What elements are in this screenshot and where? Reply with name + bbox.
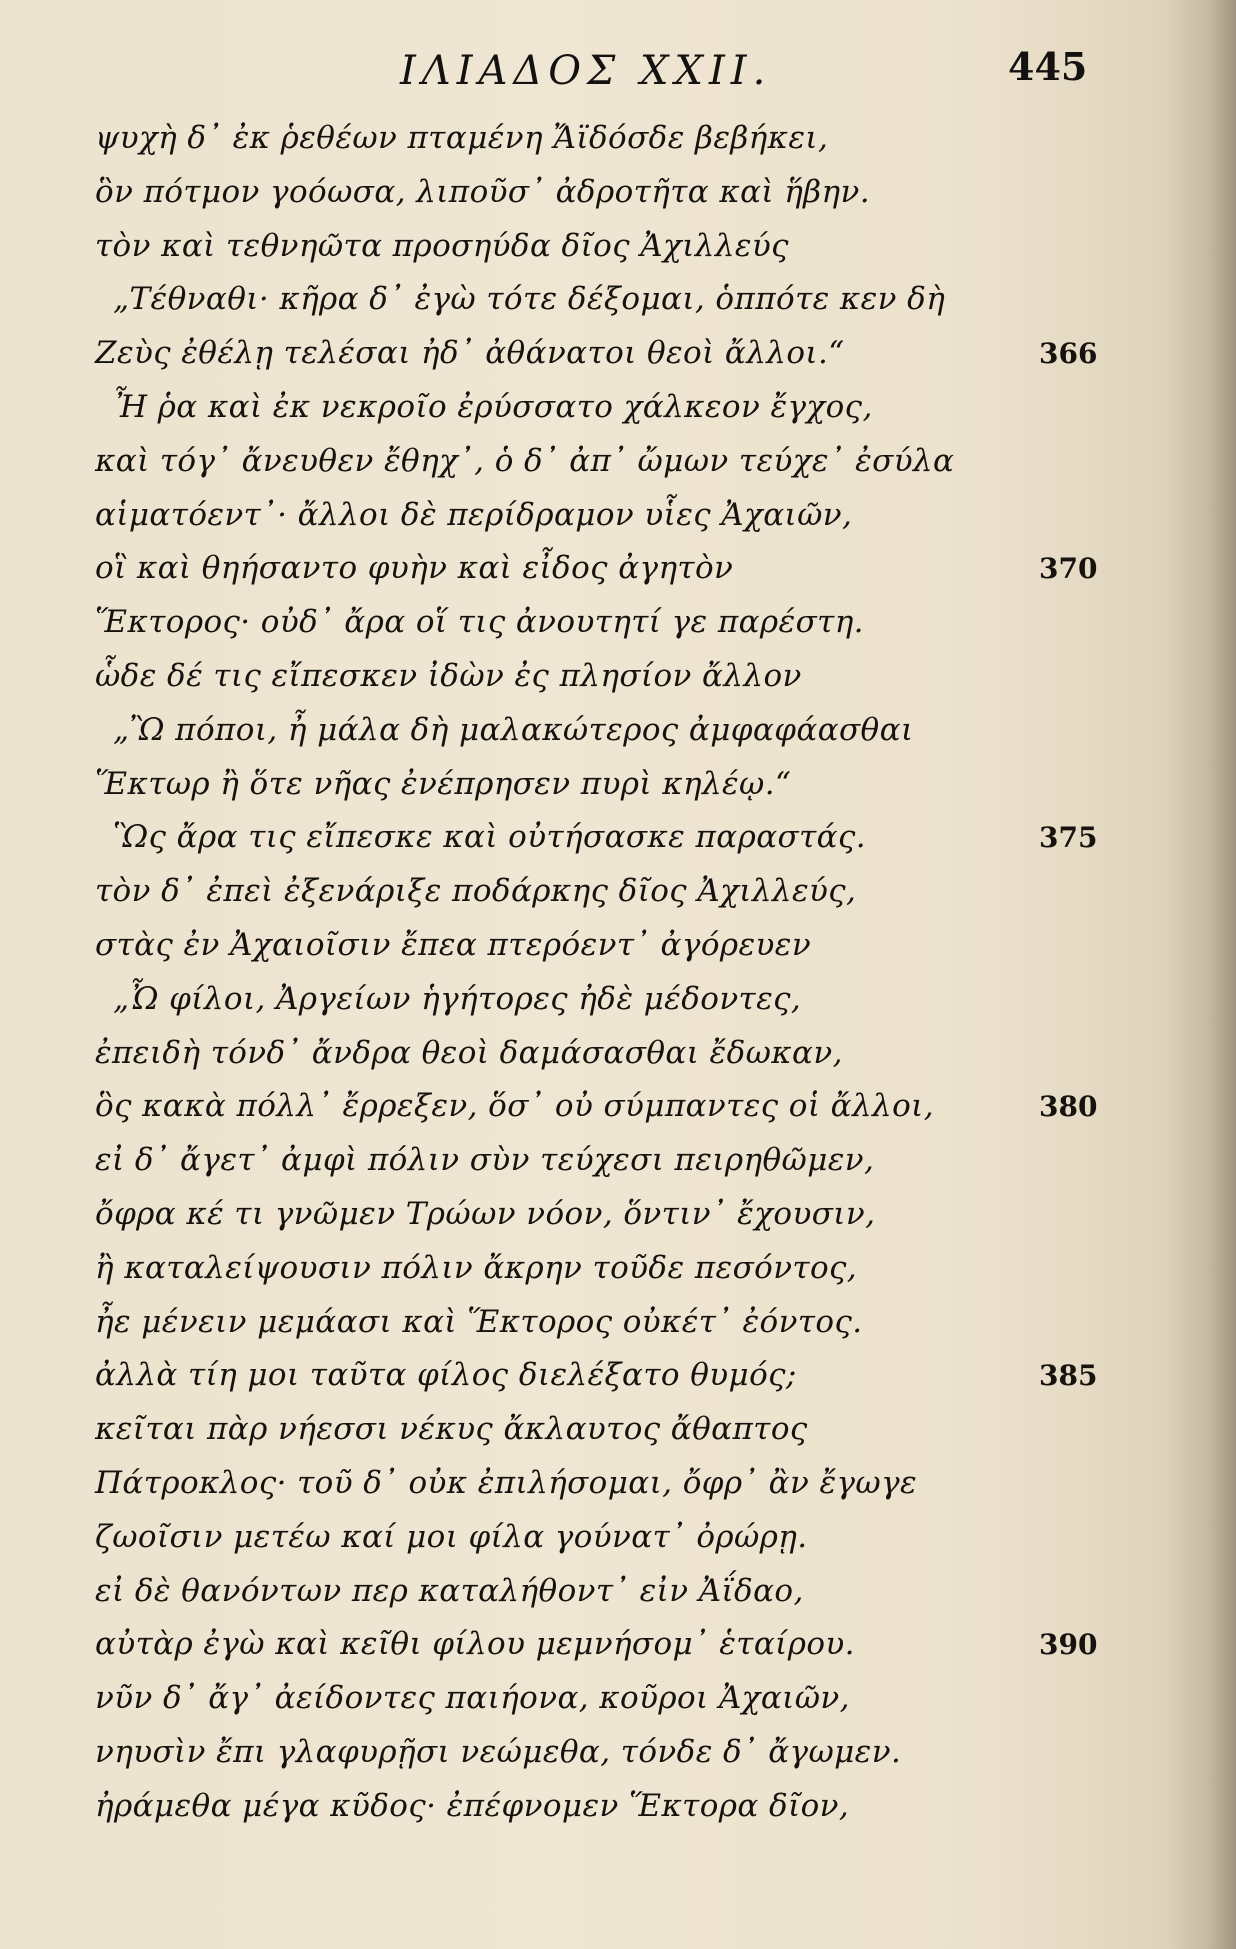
verse-text: οἳ καὶ θηήσαντο φυὴν καὶ εἶδος ἀγητὸν (95, 550, 734, 587)
verse-text: „Τέθναθι· κῆρα δ᾽ ἐγὼ τότε δέξομαι, ὁππότε κεν δὴ (113, 281, 946, 318)
verse-line (95, 1134, 1095, 1188)
verse-line (95, 1618, 1098, 1672)
verse-text: τὸν καὶ τεθνηῶτα προσηύδα δῖος Ἀχιλλεύς (95, 227, 789, 264)
line-number: 370 (1039, 552, 1098, 586)
verse-text: ὄφρα κέ τι γνῶμεν Τρώων νόον, ὅντιν᾽ ἔχουσιν, (95, 1195, 876, 1232)
verse-text: ἦε μένειν μεμάασι καὶ Ἕκτορος οὐκέτ᾽ ἐόντος. (95, 1303, 863, 1340)
line-number: 380 (1039, 1090, 1098, 1124)
verse-text: ἐπειδὴ τόνδ᾽ ἄνδρα θεοὶ δαμάσασθαι ἔδωκαν, (95, 1034, 843, 1071)
verse-line (95, 1080, 1098, 1134)
verse-line (95, 1242, 1095, 1296)
verse-text: ἀλλὰ τίη μοι ταῦτα φίλος διελέξατο θυμός; (95, 1357, 797, 1394)
verse-text: ὧδε δέ τις εἴπεσκεν ἰδὼν ἐς πλησίον ἄλλον (95, 657, 802, 694)
verse-line (95, 1511, 1095, 1565)
verse-line (95, 327, 1098, 381)
verse-line (95, 435, 1095, 489)
verse-line (95, 1349, 1098, 1403)
verse-text: αὐτὰρ ἐγὼ καὶ κεῖθι φίλου μεμνήσομ᾽ ἑταίρου. (95, 1626, 855, 1663)
verse-line (95, 1027, 1095, 1081)
line-number: 366 (1039, 337, 1098, 371)
page-number: 445 (1008, 44, 1088, 89)
verse-line (95, 273, 1095, 327)
verse-line (95, 381, 1095, 435)
verse-line (95, 865, 1095, 919)
line-number: 390 (1039, 1628, 1098, 1662)
page-edge-shadow (1166, 0, 1236, 1949)
verse-text: Ζεὺς ἐθέλῃ τελέσαι ἠδ᾽ ἀθάνατοι θεοὶ ἄλλοι.“ (95, 335, 845, 372)
running-title: ΙΛΙΑΔΟΣ XXII. (400, 48, 772, 94)
verse-line (95, 758, 1095, 812)
verse-line (95, 112, 1095, 166)
verse-line (95, 1296, 1095, 1350)
verse-line (95, 973, 1095, 1027)
verse-text: κεῖται πὰρ νήεσσι νέκυς ἄκλαυτος ἄθαπτος (95, 1411, 808, 1448)
verse-text: ὃν πότμον γοόωσα, λιποῦσ᾽ ἀδροτῆτα καὶ ἥβην. (95, 173, 870, 210)
verse-text: τὸν δ᾽ ἐπεὶ ἐξενάριξε ποδάρκης δῖος Ἀχιλλεύς, (95, 873, 857, 910)
verse-line (95, 704, 1095, 758)
verse-line (95, 1188, 1095, 1242)
page-header (0, 40, 1236, 100)
verse-text: „Ὢ πόποι, ἦ μάλα δὴ μαλακώτερος ἀμφαφάασθαι (113, 711, 914, 748)
line-number: 375 (1039, 821, 1098, 855)
verse-line (95, 220, 1095, 274)
verse-line (95, 1457, 1095, 1511)
verse-line (95, 489, 1095, 543)
verse-text: „Ὦ φίλοι, Ἀργείων ἡγήτορες ἠδὲ μέδοντες, (113, 980, 802, 1017)
verse-line (95, 1672, 1095, 1726)
verse-text: εἰ δὲ θανόντων περ καταλήθοντ᾽ εἰν Ἀΐδαο, (95, 1572, 804, 1609)
verse-text: αἱματόεντ᾽· ἄλλοι δὲ περίδραμον υἷες Ἀχαιῶν, (95, 496, 853, 533)
verse-text: ψυχὴ δ᾽ ἐκ ῥεθέων πταμένη Ἄϊδόσδε βεβήκει, (95, 120, 829, 156)
verse-text: νῦν δ᾽ ἄγ᾽ ἀείδοντες παιήονα, κοῦροι Ἀχαιῶν, (95, 1680, 850, 1717)
verse-line (95, 542, 1098, 596)
verse-text: ζωοῖσιν μετέω καί μοι φίλα γούνατ᾽ ὀρώρῃ. (95, 1518, 808, 1555)
verse-text: Ὣς ἄρα τις εἴπεσκε καὶ οὐτήσασκε παραστάς. (113, 819, 867, 856)
verse-text: νηυσὶν ἔπι γλαφυρῇσι νεώμεθα, τόνδε δ᾽ ἄγωμεν. (95, 1733, 902, 1770)
verse-line (95, 650, 1095, 704)
verse-text: ὃς κακὰ πόλλ᾽ ἔρρεξεν, ὅσ᾽ οὐ σύμπαντες οἱ ἄλλοι, (95, 1088, 934, 1125)
verse-text: καὶ τόγ᾽ ἄνευθεν ἔθηχ᾽, ὁ δ᾽ ἀπ᾽ ὤμων τεύχε᾽ ἐσύλα (95, 442, 955, 479)
verse-text: ἢ καταλείψουσιν πόλιν ἄκρην τοῦδε πεσόντος, (95, 1249, 858, 1286)
verse-text: ἠράμεθα μέγα κῦδος· ἐπέφνομεν Ἕκτορα δῖον, (95, 1787, 850, 1824)
verse-text: Πάτροκλος· τοῦ δ᾽ οὐκ ἐπιλήσομαι, ὄφρ᾽ ἂν ἔγωγε (95, 1464, 918, 1501)
verse-line (95, 1403, 1095, 1457)
verse-line (95, 1565, 1095, 1619)
verse-text: Ἦ ῥα καὶ ἐκ νεκροῖο ἐρύσσατο χάλκεον ἔγχος, (113, 388, 873, 425)
verse-line (95, 811, 1098, 865)
verse-line (95, 919, 1095, 973)
verse-line (95, 596, 1095, 650)
verse-text: εἰ δ᾽ ἄγετ᾽ ἀμφὶ πόλιν σὺν τεύχεσι πειρηθῶμεν, (95, 1142, 875, 1179)
verse-text: στὰς ἐν Ἀχαιοῖσιν ἔπεα πτερόεντ᾽ ἀγόρευεν (95, 926, 812, 963)
verse-line (95, 166, 1095, 220)
verse-line (95, 1780, 1095, 1834)
verse-line (95, 1726, 1095, 1780)
verse-text: Ἕκτορος· οὐδ᾽ ἄρα οἵ τις ἀνουτητί γε παρέστη. (95, 604, 864, 641)
line-number: 385 (1039, 1359, 1098, 1393)
verse-list (95, 112, 1098, 1834)
verse-text: Ἕκτωρ ἢ ὅτε νῆας ἐνέπρησεν πυρὶ κηλέῳ.“ (95, 765, 792, 802)
